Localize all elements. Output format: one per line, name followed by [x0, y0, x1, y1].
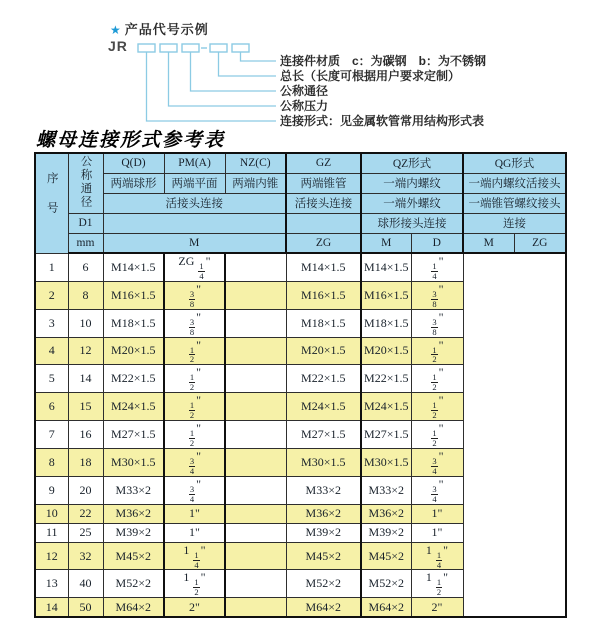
cell-m: M64×2 — [103, 598, 164, 617]
cell-qg-zg: $\frac{1}{4}$ " — [411, 253, 463, 281]
table-row — [35, 448, 566, 476]
cell-m: M52×2 — [103, 570, 164, 598]
cell-qg-m: M45×2 — [361, 542, 411, 570]
cell-qz-m — [225, 253, 286, 281]
cell-zg: $\frac{1}{2}$ " — [164, 421, 225, 449]
cell-no: 12 — [35, 542, 68, 570]
cell-no: 1 — [35, 253, 68, 281]
cell-qg-m: M30×1.5 — [361, 448, 411, 476]
cell-qg-m: M52×2 — [361, 570, 411, 598]
cell-qg-zg: $\frac{1}{2}$ " — [411, 421, 463, 449]
table-row — [35, 570, 566, 598]
cell-qg-zg: $\frac{3}{4}$ " — [411, 448, 463, 476]
cell-qz-m — [225, 448, 286, 476]
header-q-sub: 两端球形 — [103, 173, 164, 193]
table-row — [35, 598, 566, 617]
cell-zg: 1 $\frac{1}{4}$ " — [164, 542, 225, 570]
header-pm-sub: 两端平面 — [164, 173, 225, 193]
cell-m: M20×1.5 — [103, 337, 164, 365]
table-row — [35, 393, 566, 421]
cell-qg-zg: 1 $\frac{1}{2}$ " — [411, 570, 463, 598]
cell-qg-m: M14×1.5 — [361, 253, 411, 281]
cell-qg-zg: $\frac{3}{4}$ " — [411, 476, 463, 504]
diagram-title-text: 产品代号示例 — [124, 22, 209, 37]
cell-qg-zg: 2" — [411, 598, 463, 617]
code-box — [138, 44, 155, 52]
cell-qz-d: M30×1.5 — [286, 448, 361, 476]
header-qz: QZ形式 — [361, 153, 463, 173]
header-qg-sub: 一端内螺纹活接头 — [463, 173, 566, 193]
header-live-joint: 活接头连接 — [103, 193, 286, 213]
cell-qz-m — [225, 476, 286, 504]
cell-zg: $\frac{3}{4}$ " — [164, 448, 225, 476]
cell-m: M16×1.5 — [103, 281, 164, 309]
header-row-2 — [35, 173, 566, 193]
cell-qz-d: M39×2 — [286, 523, 361, 542]
header-qg-m: M — [463, 233, 514, 253]
table-row — [35, 504, 566, 523]
cell-zg: 1 $\frac{1}{2}$ " — [164, 570, 225, 598]
header-qz-sub: 一端内螺纹 — [361, 173, 463, 193]
header-gz: GZ — [286, 153, 361, 173]
cell-qg-m: M24×1.5 — [361, 393, 411, 421]
cell-dn: 14 — [68, 365, 103, 393]
cell-zg: 1" — [164, 523, 225, 542]
cell-qz-d: M45×2 — [286, 542, 361, 570]
cell-no: 10 — [35, 504, 68, 523]
cell-dn: 32 — [68, 542, 103, 570]
cell-no: 2 — [35, 281, 68, 309]
table-row — [35, 365, 566, 393]
callout-pressure: 公称压力 — [280, 99, 329, 113]
table-row — [35, 523, 566, 542]
cell-qz-d: M18×1.5 — [286, 309, 361, 337]
cell-zg: ZG $\frac{1}{4}$ " — [164, 253, 225, 281]
cell-qg-zg: 1" — [411, 523, 463, 542]
cell-no: 13 — [35, 570, 68, 598]
cell-dn: 40 — [68, 570, 103, 598]
cell-m: M45×2 — [103, 542, 164, 570]
cell-qz-d: M20×1.5 — [286, 337, 361, 365]
cell-zg: $\frac{3}{8}$ " — [164, 281, 225, 309]
cell-no: 9 — [35, 476, 68, 504]
header-qg: QG形式 — [463, 153, 566, 173]
cell-no: 5 — [35, 365, 68, 393]
header-gz-live-joint: 活接头连接 — [286, 193, 361, 213]
header-zg: ZG — [286, 233, 361, 253]
cell-zg: 1" — [164, 504, 225, 523]
cell-qg-zg: 1 $\frac{1}{4}$ " — [411, 542, 463, 570]
cell-qz-m — [225, 542, 286, 570]
cell-m: M18×1.5 — [103, 309, 164, 337]
cell-qz-m — [225, 281, 286, 309]
cell-qz-d: M33×2 — [286, 476, 361, 504]
cell-dn: 25 — [68, 523, 103, 542]
header-row-4 — [35, 213, 566, 233]
cell-no: 11 — [35, 523, 68, 542]
cell-qz-d: M36×2 — [286, 504, 361, 523]
cell-qz-m — [225, 421, 286, 449]
cell-qg-zg: $\frac{1}{2}$ " — [411, 337, 463, 365]
cell-qg-zg: $\frac{1}{2}$ " — [411, 393, 463, 421]
cell-zg: $\frac{1}{2}$ " — [164, 337, 225, 365]
cell-m: M24×1.5 — [103, 393, 164, 421]
table-body — [35, 253, 566, 617]
cell-qz-d: M52×2 — [286, 570, 361, 598]
header-qz-sub2: 一端外螺纹 — [361, 193, 463, 213]
header-row-5 — [35, 233, 566, 253]
table-row — [35, 421, 566, 449]
cell-qg-m: M36×2 — [361, 504, 411, 523]
code-box — [232, 44, 249, 52]
header-qg-sub2: 一端锥管螺纹接头 — [463, 193, 566, 213]
cell-qg-m: M64×2 — [361, 598, 411, 617]
cell-qg-m: M18×1.5 — [361, 309, 411, 337]
cell-dn: 16 — [68, 421, 103, 449]
header-blank-m — [103, 213, 286, 233]
cell-m: M22×1.5 — [103, 365, 164, 393]
cell-qz-m — [225, 337, 286, 365]
cell-qz-d: M14×1.5 — [286, 253, 361, 281]
cell-zg: $\frac{1}{2}$ " — [164, 393, 225, 421]
table-row — [35, 253, 566, 281]
cell-zg: 2" — [164, 598, 225, 617]
callout-length: 总长（长度可根据用户要求定制） — [280, 69, 461, 83]
cell-m: M30×1.5 — [103, 448, 164, 476]
cell-m: M27×1.5 — [103, 421, 164, 449]
cell-qz-d: M64×2 — [286, 598, 361, 617]
cell-qg-m: M39×2 — [361, 523, 411, 542]
cell-qz-d: M27×1.5 — [286, 421, 361, 449]
callout-material: 连接件材质 c：为碳钢 b：为不锈钢 — [280, 54, 487, 68]
table-header — [35, 153, 566, 253]
header-nz-sub: 两端内锥 — [225, 173, 286, 193]
table-row — [35, 476, 566, 504]
cell-dn: 6 — [68, 253, 103, 281]
cell-qg-zg: $\frac{3}{8}$ " — [411, 309, 463, 337]
cell-dn: 22 — [68, 504, 103, 523]
cell-qg-m: M22×1.5 — [361, 365, 411, 393]
code-prefix: JR — [108, 38, 128, 54]
header-q: Q(D) — [103, 153, 164, 173]
header-qz-d: D — [411, 233, 463, 253]
header-row-1 — [35, 153, 566, 173]
cell-no: 7 — [35, 421, 68, 449]
star-icon: ★ — [110, 23, 122, 37]
header-no: 序号 — [35, 153, 68, 253]
cell-qz-m — [225, 598, 286, 617]
header-qg-conn: 连接 — [463, 213, 566, 233]
cell-m: M33×2 — [103, 476, 164, 504]
cell-dn: 8 — [68, 281, 103, 309]
cell-qg-m: M20×1.5 — [361, 337, 411, 365]
cell-qg-m: M27×1.5 — [361, 421, 411, 449]
header-dn: 公称通径 — [68, 153, 103, 213]
cell-dn: 10 — [68, 309, 103, 337]
cell-m: M39×2 — [103, 523, 164, 542]
cell-dn: 50 — [68, 598, 103, 617]
cell-qz-m — [225, 365, 286, 393]
callout-connection: 连接形式：见金属软管常用结构形式表 — [280, 114, 485, 128]
cell-dn: 18 — [68, 448, 103, 476]
diagram-title — [110, 19, 209, 38]
header-gz-sub: 两端锥管 — [286, 173, 361, 193]
cell-m: M36×2 — [103, 504, 164, 523]
cell-dn: 20 — [68, 476, 103, 504]
table-row — [35, 337, 566, 365]
cell-qz-m — [225, 393, 286, 421]
header-m: M — [103, 233, 286, 253]
table-title: 螺母连接形式参考表 — [36, 130, 226, 151]
table-row — [35, 542, 566, 570]
header-qz-m: M — [361, 233, 411, 253]
table-row — [35, 281, 566, 309]
cell-qz-d: M16×1.5 — [286, 281, 361, 309]
cell-no: 4 — [35, 337, 68, 365]
cell-qg-m: M33×2 — [361, 476, 411, 504]
header-mm: mm — [68, 233, 103, 253]
header-blank-gz — [286, 213, 361, 233]
cell-no: 6 — [35, 393, 68, 421]
cell-qg-zg: $\frac{1}{2}$ " — [411, 365, 463, 393]
cell-no: 8 — [35, 448, 68, 476]
header-nz: NZ(C) — [225, 153, 286, 173]
header-qz-conn: 球形接头连接 — [361, 213, 463, 233]
cell-qz-d: M22×1.5 — [286, 365, 361, 393]
cell-qz-m — [225, 570, 286, 598]
code-box — [182, 44, 199, 52]
nut-connection-table — [34, 152, 567, 618]
code-box — [160, 44, 177, 52]
header-d1: D1 — [68, 213, 103, 233]
cell-qz-d: M24×1.5 — [286, 393, 361, 421]
table-row — [35, 309, 566, 337]
cell-qg-zg: $\frac{3}{8}$ " — [411, 281, 463, 309]
cell-zg: $\frac{3}{8}$ " — [164, 309, 225, 337]
cell-dn: 12 — [68, 337, 103, 365]
header-qg-zg: ZG — [514, 233, 566, 253]
cell-qg-zg: 1" — [411, 504, 463, 523]
header-pm: PM(A) — [164, 153, 225, 173]
cell-qz-m — [225, 309, 286, 337]
code-box — [210, 44, 227, 52]
cell-zg: $\frac{3}{4}$ " — [164, 476, 225, 504]
cell-m: M14×1.5 — [103, 253, 164, 281]
cell-dn: 15 — [68, 393, 103, 421]
cell-no: 3 — [35, 309, 68, 337]
cell-no: 14 — [35, 598, 68, 617]
callout-diameter: 公称通径 — [280, 84, 329, 98]
cell-qg-m: M16×1.5 — [361, 281, 411, 309]
cell-qz-m — [225, 504, 286, 523]
header-row-3 — [35, 193, 566, 213]
cell-qz-m — [225, 523, 286, 542]
cell-zg: $\frac{1}{2}$ " — [164, 365, 225, 393]
